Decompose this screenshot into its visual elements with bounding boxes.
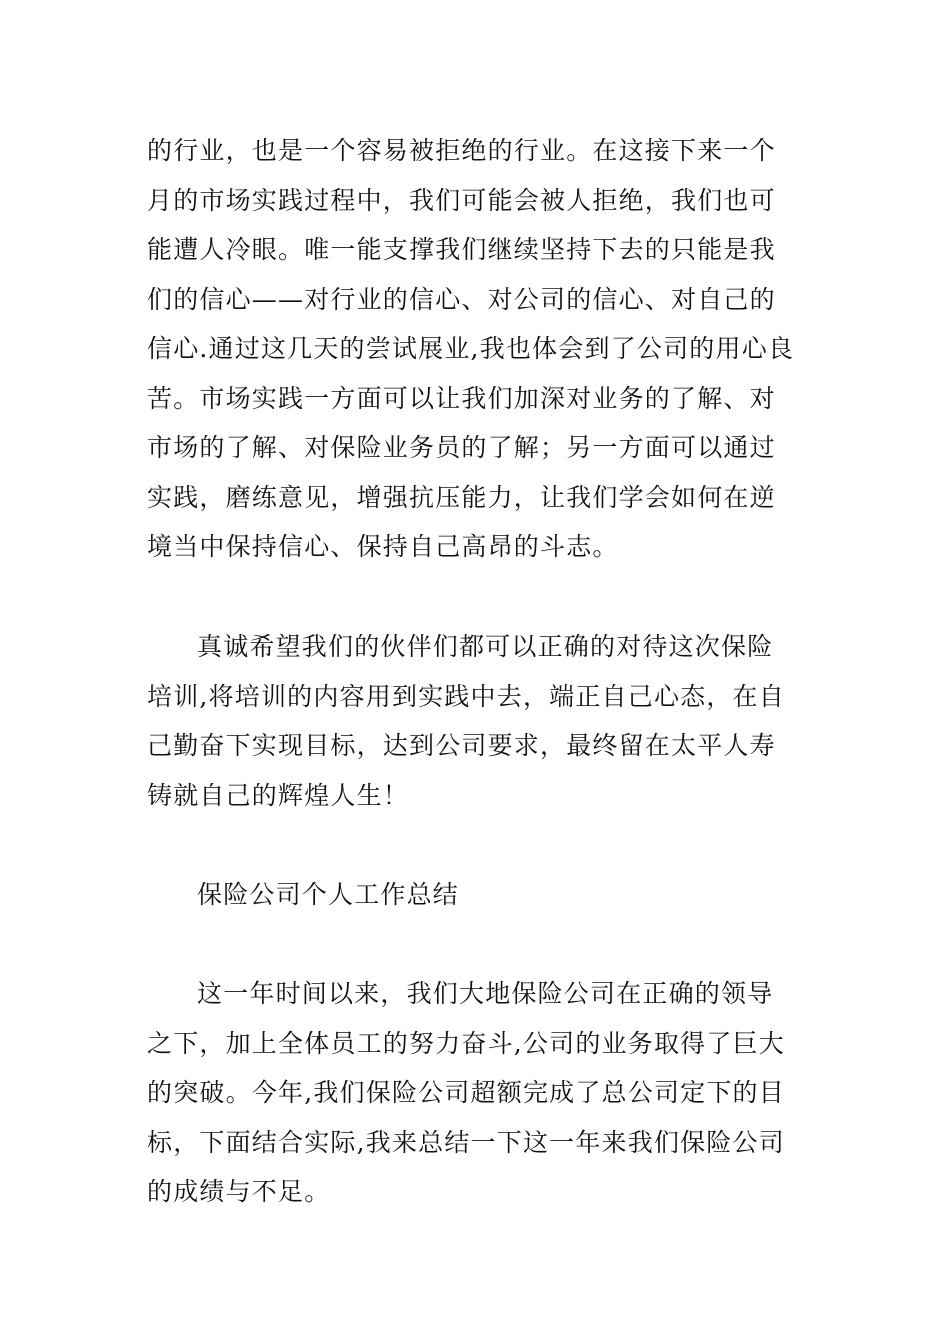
paragraph-summary-intro: 这一年时间以来，我们大地保险公司在正确的领导之下，加上全体员工的努力奋斗,公司的业务取得了巨大的突破。今年,我们保险公司超额完成了总公司定下的目标，下面结合实际,我来总结一下这一年来我们保险公司的成绩与不足。 (147, 979, 785, 1206)
paragraph-continuation: 的行业，也是一个容易被拒绝的行业。在这接下来一个月的市场实践过程中，我们可能会被人拒绝，我们也可能遭人冷眼。唯一能支撑我们继续坚持下去的只能是我们的信心——对行业的信心、对公司的信心、对自己的信心.通过这几天的尝试展业,我也体会到了公司的用心良苦。市场实践一方面可以让我们加深对业务的了解、对市场的了解、对保险业务员的了解；另一方面可以通过实践，磨练意见，增强抗压能力，让我们学会如何在逆境当中保持信心、保持自己高昂的斗志。 (147, 136, 795, 561)
paragraph-hope: 真诚希望我们的伙伴们都可以正确的对待这次保险培训,将培训的内容用到实践中去，端正自己心态，在自己勤奋下实现目标，达到公司要求，最终留在太平人寿铸就自己的辉煌人生！ (147, 632, 785, 810)
section-heading: 保险公司个人工作总结 (197, 880, 460, 909)
